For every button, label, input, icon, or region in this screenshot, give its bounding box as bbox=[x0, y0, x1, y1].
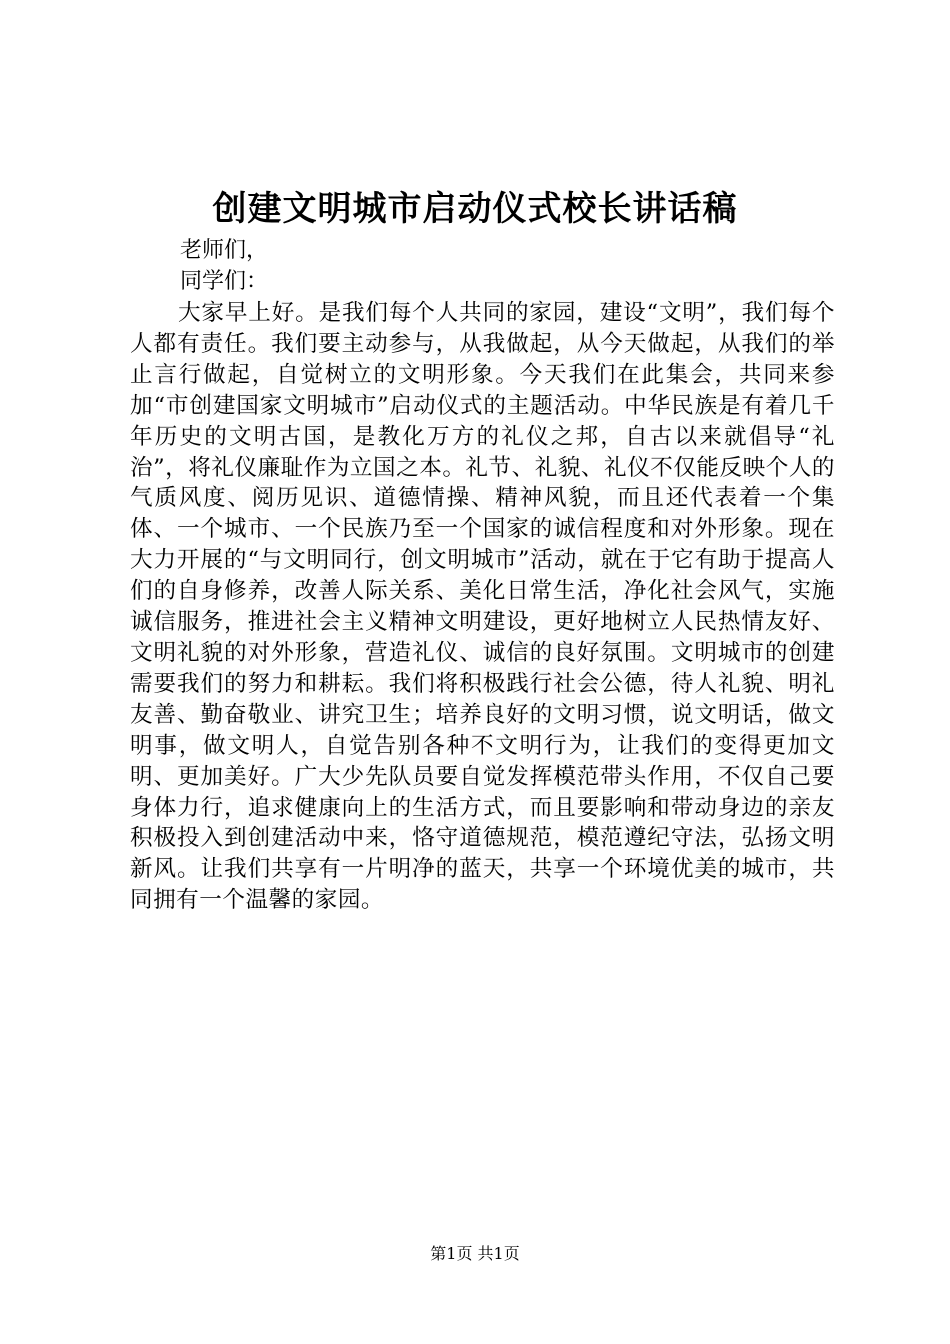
page-footer: 第1页 共1页 bbox=[430, 1244, 520, 1263]
greeting-students: 同学们： bbox=[180, 269, 269, 294]
greeting-teachers: 老师们， bbox=[180, 238, 269, 263]
speech-body: 大家早上好。是我们每个人共同的家园，建设“文明”，我们每个人都有责任。我们要主动参与，从我做起，从今天做起，从我们的举止言行做起，自觉树立的文明形象。今天我们在此集会，共同来参加“市创建国家文明城市”启动仪式的主题活动。中华民族是有着几千年历史的文明古国，是教化万方的礼仪之邦，自古以来就倡导“礼治”，将礼仪廉耻作为立国之本。礼节、礼貌、礼仪不仅能反映个人的气质风度、阅历见识、道德情操、精神风貌，而且还代表着一个集体、一个城市、一个民族乃至一个国家的诚信程度和对外形象。现在大力开展的“与文明同行，创文明城市”活动，就在于它有助于提高人们的自身修养，改善人际关系、美化日常生活，净化社会风气，实施诚信服务，推进社会主义精神文明建设，更好地树立人民热情友好、文明礼貌的对外形象，营造礼仪、诚信的良好氛围。文明城市的创建需要我们的努力和耕耘。我们将积极践行社会公德，待人礼貌、明礼友善、勤奋敬业、讲究卫生；培养良好的文明习惯，说文明话，做文明事，做文明人，自觉告别各种不文明行为，让我们的变得更加文明、更加美好。广大少先队员要自觉发挥模范带头作用，不仅自己要身体力行，追求健康向上的生活方式，而且要影响和带动身边的亲友积极投入到创建活动中来，恪守道德规范，模范遵纪守法，弘扬文明新风。让我们共享有一片明净的蓝天，共享一个环境优美的城市，共同拥有一个温馨的家园。 bbox=[130, 300, 835, 914]
document-title: 创建文明城市启动仪式校长讲话稿 bbox=[212, 189, 738, 229]
